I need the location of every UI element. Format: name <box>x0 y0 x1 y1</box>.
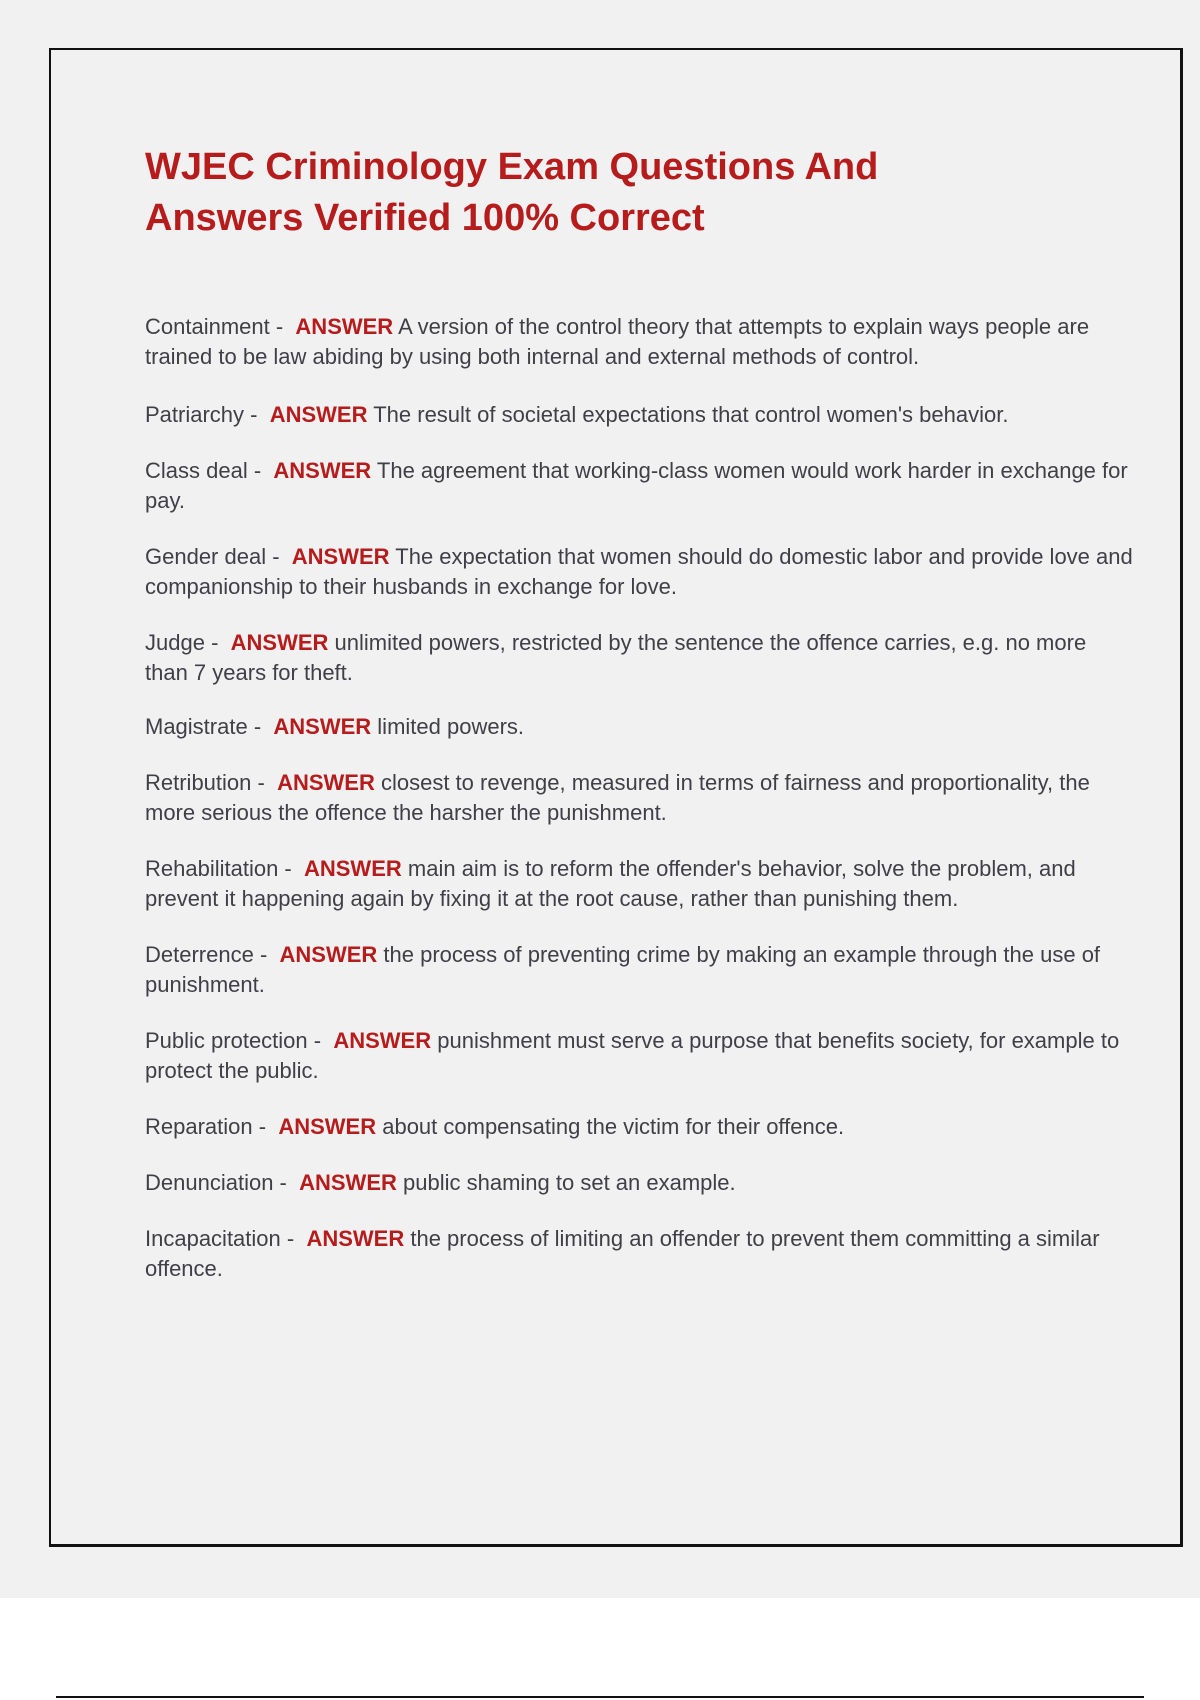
qa-definition: The expectation that women should do domestic labor and provide love and companionship to their husbands in exchange for love. <box>145 544 1133 599</box>
qa-item <box>145 628 1135 688</box>
qa-item <box>145 542 1135 602</box>
qa-separator: - <box>251 770 278 795</box>
qa-separator: - <box>247 458 274 483</box>
qa-separator: - <box>244 402 270 427</box>
qa-item <box>145 1026 1135 1086</box>
document-frame <box>49 48 1183 1547</box>
qa-definition: about compensating the victim for their offence. <box>382 1114 845 1139</box>
qa-separator: - <box>307 1028 334 1053</box>
title-line-2: Answers Verified 100% Correct <box>145 197 705 239</box>
qa-definition: the process of preventing crime by making an example through the use of punishment. <box>145 942 1101 997</box>
qa-term: Gender deal <box>145 544 267 569</box>
qa-term: Rehabilitation <box>145 856 279 881</box>
answer-label: ANSWER <box>277 770 375 795</box>
qa-definition: A version of the control theory that attempts to explain ways people are trained to be law abiding by using both internal and external methods of control. <box>145 314 1090 369</box>
qa-term: Deterrence <box>145 942 254 967</box>
qa-item <box>145 1168 1135 1198</box>
title-line-1: WJEC Criminology Exam Questions And <box>145 146 879 188</box>
qa-definition: main aim is to reform the offender's behavior, solve the problem, and prevent it happening again by fixing it at the root cause, rather than punishing them. <box>145 856 1076 911</box>
answer-label: ANSWER <box>306 1226 405 1251</box>
qa-item <box>145 400 1135 430</box>
answer-label: ANSWER <box>295 314 394 339</box>
qa-item <box>145 1224 1135 1284</box>
answer-label: ANSWER <box>333 1028 432 1053</box>
answer-label: ANSWER <box>273 458 372 483</box>
qa-definition: the process of limiting an offender to prevent them committing a similar offence. <box>145 1226 1100 1281</box>
qa-term: Patriarchy <box>145 402 245 427</box>
document-title <box>145 142 1045 244</box>
qa-separator: - <box>204 630 231 655</box>
qa-separator: - <box>273 1170 300 1195</box>
qa-item <box>145 712 1135 742</box>
qa-term: Containment <box>145 314 270 339</box>
answer-label: ANSWER <box>269 402 368 427</box>
qa-separator: - <box>280 1226 307 1251</box>
qa-separator: - <box>269 314 296 339</box>
qa-definition: punishment must serve a purpose that benefits society, for example to protect the public. <box>145 1028 1120 1083</box>
qa-term: Incapacitation <box>145 1226 281 1251</box>
answer-label: ANSWER <box>291 544 390 569</box>
qa-separator: - <box>253 942 280 967</box>
qa-definition: limited powers. <box>377 714 525 739</box>
answer-label: ANSWER <box>230 630 329 655</box>
qa-separator: - <box>266 544 292 569</box>
qa-term: Judge <box>145 630 205 655</box>
answer-label: ANSWER <box>278 1114 377 1139</box>
qa-item <box>145 456 1135 516</box>
qa-item <box>145 768 1135 828</box>
qa-term: Public protection <box>145 1028 308 1053</box>
answer-label: ANSWER <box>273 714 372 739</box>
qa-item <box>145 854 1135 914</box>
qa-term: Class deal <box>145 458 248 483</box>
qa-definition: closest to revenge, measured in terms of fairness and proportionality, the more serious the offence the harsher the punishment. <box>145 770 1090 825</box>
qa-term: Reparation <box>145 1114 253 1139</box>
footer-divider <box>56 1696 1144 1698</box>
qa-term: Denunciation <box>145 1170 274 1195</box>
answer-label: ANSWER <box>303 856 402 881</box>
qa-definition: The agreement that working-class women would work harder in exchange for pay. <box>145 458 1128 513</box>
qa-item <box>145 940 1135 1000</box>
qa-definition: The result of societal expectations that control women's behavior. <box>373 402 1009 427</box>
qa-list <box>145 312 1135 1284</box>
answer-label: ANSWER <box>299 1170 397 1195</box>
qa-separator: - <box>247 714 274 739</box>
qa-item <box>145 312 1135 372</box>
qa-term: Retribution <box>145 770 252 795</box>
qa-item <box>145 1112 1135 1142</box>
qa-definition: public shaming to set an example. <box>403 1170 736 1195</box>
qa-separator: - <box>252 1114 279 1139</box>
qa-separator: - <box>278 856 304 881</box>
qa-term: Magistrate <box>145 714 248 739</box>
answer-label: ANSWER <box>279 942 378 967</box>
qa-definition: unlimited powers, restricted by the sentence the offence carries, e.g. no more than 7 years for theft. <box>145 630 1087 685</box>
